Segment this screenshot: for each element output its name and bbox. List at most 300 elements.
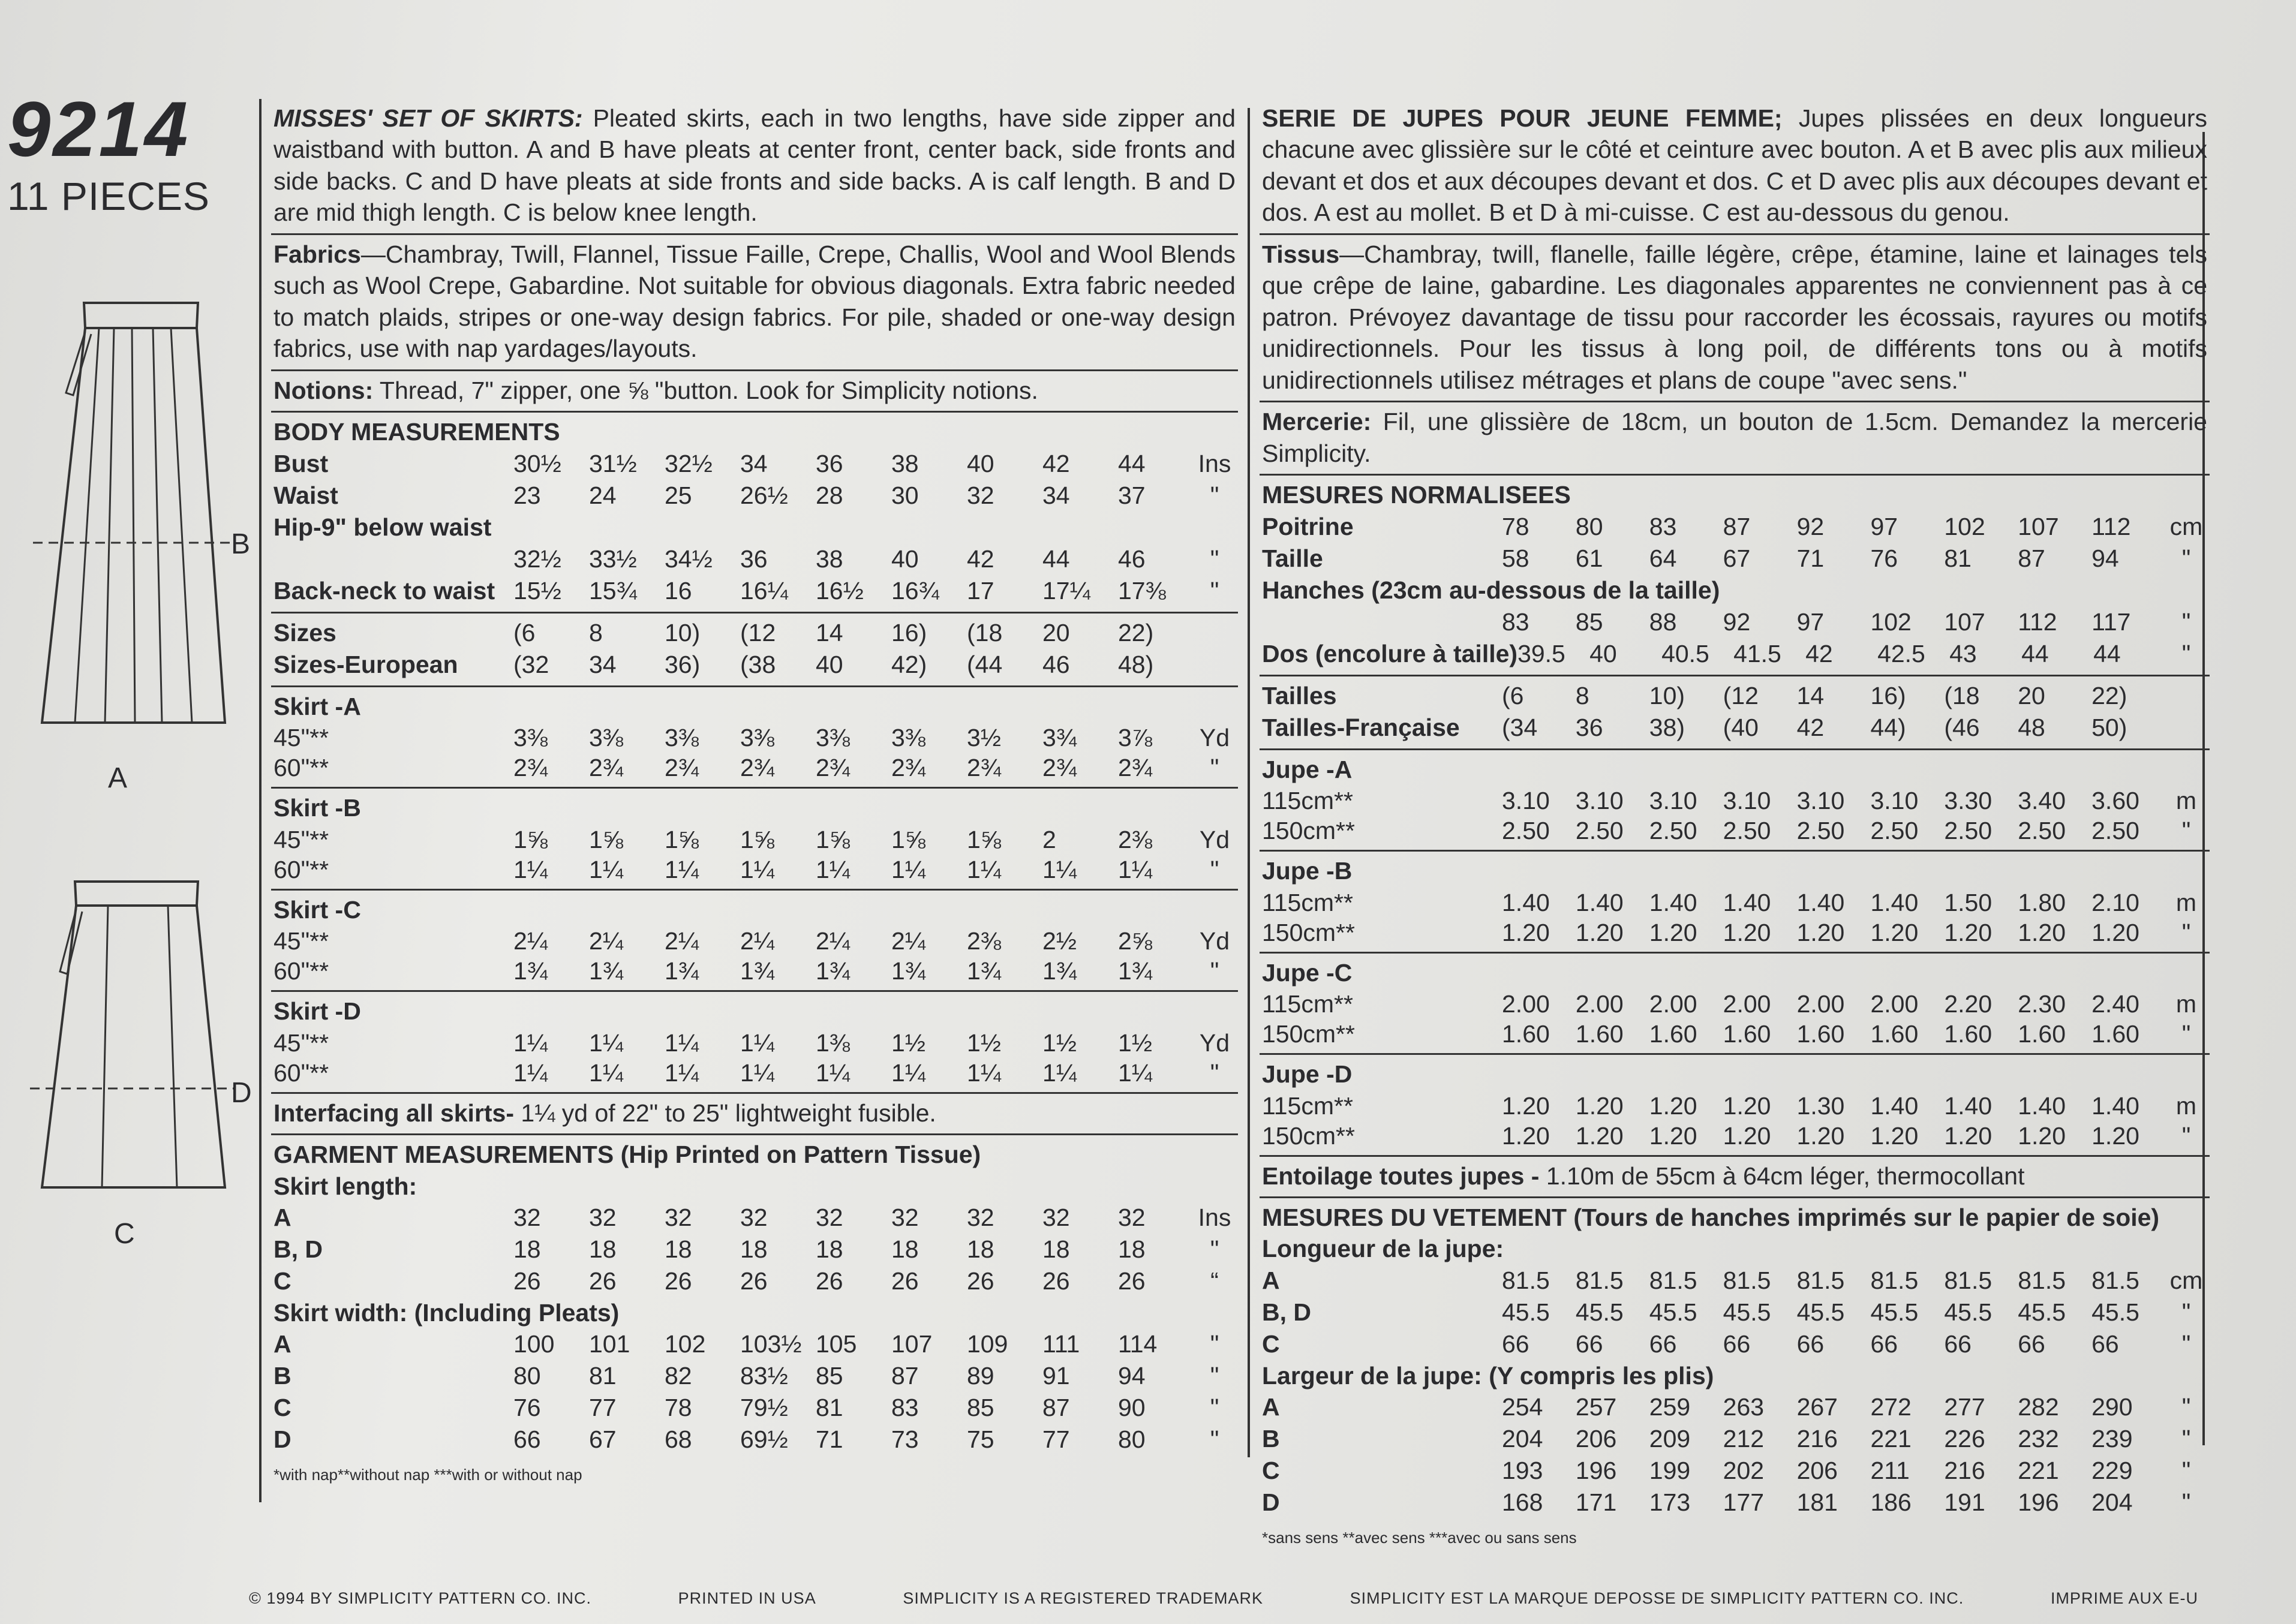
cell-value: 1.20 [1944, 1121, 1993, 1150]
table-row [274, 722, 1236, 752]
cell-value: 30 [891, 481, 919, 509]
cell-value: 8 [1575, 681, 1589, 709]
cell-value: 3.10 [1649, 787, 1697, 815]
cell-value: 1¼ [1118, 855, 1152, 883]
cell-value: (12 [740, 618, 776, 646]
cell-value: 1¾ [967, 957, 1001, 985]
cell-value: 20 [2018, 681, 2045, 709]
cell-value: 1.60 [1944, 1020, 1993, 1048]
cell-value: 1.30 [1796, 1091, 1845, 1120]
cell-value: 97 [1870, 512, 1898, 540]
row-unit: " [2181, 544, 2191, 572]
cell-value: 2¼ [816, 927, 850, 955]
cell-value: 257 [1575, 1393, 1617, 1421]
cell-value: 1¼ [740, 1058, 774, 1087]
width-title-fr: Largeur de la jupe: (Y compris les plis) [1262, 1361, 1714, 1390]
fabrics-en [271, 235, 1238, 371]
cell-value: 16) [1870, 681, 1906, 709]
cell-value: 2⅜ [967, 927, 1001, 955]
cell-value: 193 [1502, 1457, 1543, 1485]
cell-value: 2.50 [1649, 817, 1697, 845]
cell-value: 1.60 [1502, 1020, 1550, 1048]
length-rows-fr [1262, 1265, 2207, 1360]
cell-value: 239 [2091, 1425, 2133, 1453]
cell-value: 1.40 [1649, 888, 1697, 916]
row-unit: " [2181, 1393, 2191, 1421]
cell-value: 216 [1796, 1425, 1838, 1453]
row-values [513, 575, 1194, 606]
cell-value: 221 [1870, 1425, 1912, 1453]
notions-fr [1260, 402, 2210, 476]
cell-value: 111 [1042, 1330, 1080, 1358]
footer-trademark-fr: SIMPLICITY EST LA MARQUE DEPOSSE DE SIMPLICITY PATTERN CO. INC. [1350, 1589, 1964, 1607]
cell-value: 2.00 [1575, 990, 1624, 1018]
row-values [1502, 1328, 2165, 1360]
row-label: Dos (encolure à taille) [1262, 639, 1518, 667]
cell-value: 76 [1870, 544, 1898, 572]
cell-value: 1¼ [665, 1058, 699, 1087]
garment-measurements-fr [1260, 1198, 2210, 1523]
table-row [1262, 1328, 2207, 1360]
yardage-title: Jupe -D [1262, 1060, 1353, 1088]
cell-value: 1¼ [740, 855, 774, 883]
row-values [1502, 887, 2165, 918]
row-values [1517, 638, 2165, 669]
row-values [1502, 1018, 2165, 1049]
cell-value: 3⅜ [589, 724, 623, 752]
cell-value: 32 [665, 1203, 692, 1231]
skirt-cd-technical-drawing [18, 870, 228, 1205]
body-rows-fr [1262, 511, 2207, 670]
fabrics-fr [1260, 235, 2210, 402]
cell-value: 94 [1118, 1362, 1146, 1390]
cell-value: 1¼ [1042, 1058, 1077, 1087]
pattern-header [7, 85, 259, 218]
row-unit: Yd [1199, 927, 1230, 955]
row-unit: " [1210, 576, 1219, 605]
cell-value: 290 [2091, 1393, 2133, 1421]
fabrics-lead-en: Fabrics [274, 240, 361, 268]
cell-value: 85 [1575, 608, 1603, 636]
cell-value: 42 [1796, 713, 1825, 741]
row-label: 115cm** [1262, 888, 1353, 916]
cell-value: 83 [1649, 512, 1677, 540]
cell-value: 94 [2091, 544, 2119, 572]
row-unit: " [1210, 1362, 1219, 1390]
row-values [1502, 1487, 2165, 1518]
cell-value: 2¾ [513, 754, 548, 782]
row-values [1502, 680, 2165, 711]
cell-value: 20 [1042, 618, 1070, 646]
cell-value: 44 [1118, 449, 1146, 477]
cell-value: 44 [2093, 639, 2121, 667]
table-row [274, 1360, 1236, 1392]
row-values [1502, 1423, 2165, 1454]
cell-value: 2.50 [1944, 817, 1993, 845]
cell-value: 277 [1944, 1393, 1985, 1421]
cell-value: 3¾ [1042, 724, 1077, 752]
cell-value: 1.40 [1870, 1091, 1919, 1120]
skirt-ab-technical-drawing [18, 285, 228, 741]
description-lead-fr: SERIE DE JUPES POUR JEUNE FEMME; [1262, 104, 1783, 132]
notions-text-fr: Fil, une glissière de 18cm, un bouton de 1.5cm. Demandez la mercerie Simplicity. [1262, 408, 2207, 467]
cell-value: 1.80 [2018, 888, 2066, 916]
cell-value: 22) [2091, 681, 2127, 709]
cell-value: 2.50 [2091, 817, 2139, 845]
cell-value: 267 [1796, 1393, 1838, 1421]
cell-value: 1¼ [816, 855, 850, 883]
row-label: 60"** [274, 1058, 329, 1087]
cell-value: 1.20 [1649, 1091, 1697, 1120]
cell-value: 32½ [665, 449, 713, 477]
cell-value: 1⅝ [967, 825, 1001, 853]
description-text-en: Pleated skirts, each in two lengths, have side zipper and waistband with button. A and B have pleats at center front, center back, side fronts and side backs. C and D have pleats at side fronts and side backs. A is calf length. B and D are mid thigh length. C is below knee length. [274, 104, 1236, 227]
cell-value: 102 [665, 1330, 706, 1358]
yardage-en [271, 687, 1238, 1094]
cell-value: 1.20 [2018, 918, 2066, 946]
table-row [1262, 1265, 2207, 1297]
cell-value: 79½ [740, 1394, 788, 1422]
row-label: 60"** [274, 855, 329, 883]
cell-value: 1.20 [1870, 918, 1919, 946]
cell-value: 1.40 [1502, 888, 1550, 916]
cell-value: 1.20 [1649, 1121, 1697, 1150]
cell-value: 16 [665, 576, 692, 605]
cell-value: 18 [816, 1235, 843, 1263]
description-lead-en: MISSES' SET OF SKIRTS: [274, 104, 583, 132]
row-unit: " [2181, 1020, 2191, 1048]
left-rule [259, 99, 262, 1502]
yardage-block [271, 687, 1238, 789]
cell-value: 45.5 [2018, 1298, 2066, 1326]
cell-value: 83½ [740, 1362, 788, 1390]
table-row [274, 575, 1236, 607]
row-label: Hanches (23cm au-dessous de la taille) [1262, 576, 1720, 604]
cell-value: 32 [740, 1203, 768, 1231]
interfacing-text-en: 1¼ yd of 22" to 25" lightweight fusible. [514, 1099, 936, 1127]
cell-value: 3½ [967, 724, 1001, 752]
cell-value: 17⅜ [1118, 576, 1166, 605]
cell-value: 1.40 [2091, 1091, 2139, 1120]
cell-value: 1.40 [2018, 1091, 2066, 1120]
cell-value: 3⅜ [513, 724, 548, 752]
view-label-b: B [231, 528, 251, 560]
fabrics-text-fr: —Chambray, twill, flanelle, faille légère, crêpe, étamine, laine et lainages tels que crêpe de laine, gabardine. Les diagonales apparentes ne conviennent pas à ce patron. Prévoyez davantage de tissu pour raccorder les écossais, rayures ou motifs unidirectionnels. Pour les tissus à long poil, de différents tons ou à motifs unidirectionnels utilisez métrages et plans de coupe "avec sens." [1262, 240, 2207, 394]
cell-value: 45.5 [2091, 1298, 2139, 1326]
cell-value: 1½ [891, 1028, 925, 1057]
cell-value: 38) [1649, 713, 1685, 741]
cell-value: (46 [1944, 713, 1980, 741]
table-row [274, 824, 1236, 854]
cell-value: 1.20 [1796, 918, 1845, 946]
cell-value: 90 [1118, 1394, 1146, 1422]
row-unit: " [2181, 1298, 2191, 1326]
table-row [1262, 606, 2207, 638]
table-row [1262, 887, 2207, 917]
cell-value: 1.20 [2091, 918, 2139, 946]
row-unit: " [1210, 1058, 1219, 1087]
cell-value: 34 [589, 650, 617, 678]
cell-value: 1⅝ [740, 825, 774, 853]
cell-value: 18 [589, 1235, 617, 1263]
cell-value: 1.20 [1575, 1091, 1624, 1120]
cell-value: 1¾ [740, 957, 774, 985]
cell-value: 1¼ [891, 1058, 925, 1087]
center-rule [1248, 108, 1250, 1457]
table-row [274, 1392, 1236, 1424]
row-unit: " [1210, 545, 1219, 573]
cell-value: 2.50 [1502, 817, 1550, 845]
row-label: B [1262, 1425, 1280, 1453]
cell-value: 26 [891, 1267, 919, 1295]
cell-value: 1.20 [1870, 1121, 1919, 1150]
cell-value: 32 [891, 1203, 919, 1231]
yardage-block [1260, 1055, 2210, 1156]
row-values [513, 752, 1194, 783]
cell-value: (38 [740, 650, 776, 678]
yardage-title: Jupe -A [1262, 755, 1353, 783]
cell-value: (18 [967, 618, 1003, 646]
cell-value: 2.20 [1944, 990, 1993, 1018]
footer-imprime: IMPRIME AUX E-U [2050, 1589, 2198, 1607]
cell-value: 16½ [816, 576, 864, 605]
table-row [274, 1027, 1236, 1057]
row-label: B [274, 1362, 291, 1390]
cell-value: 2¼ [589, 927, 623, 955]
cell-value: 2.00 [1649, 990, 1697, 1018]
row-values [513, 1424, 1194, 1455]
row-unit: Ins [1198, 449, 1231, 477]
cell-value: 44 [2021, 639, 2049, 667]
cell-value: 14 [1796, 681, 1825, 709]
cell-value: 2¾ [1118, 754, 1152, 782]
row-label: Tailles-Française [1262, 713, 1460, 741]
footer-printed: PRINTED IN USA [678, 1589, 816, 1607]
cell-value: 3.10 [1575, 787, 1624, 815]
cell-value: 32 [1042, 1203, 1070, 1231]
cell-value: 112 [2091, 512, 2131, 540]
cell-value: 32 [967, 1203, 994, 1231]
table-row [1262, 543, 2207, 575]
notions-text-en: Thread, 7" zipper, one ⅝ "button. Look for Simplicity notions. [373, 376, 1038, 404]
cell-value: 81 [816, 1394, 843, 1422]
table-row [274, 1328, 1236, 1360]
cell-value: 18 [740, 1235, 768, 1263]
cell-value: 8 [589, 618, 603, 646]
cell-value: 66 [1649, 1330, 1677, 1358]
cell-value: 48) [1118, 650, 1154, 678]
row-label: Hip-9" below waist [274, 513, 492, 541]
cell-value: 81.5 [2091, 1266, 2139, 1294]
cell-value: 2¾ [967, 754, 1001, 782]
cell-value: 78 [1502, 512, 1529, 540]
notions-en [271, 371, 1238, 413]
row-label: C [274, 1394, 291, 1422]
row-unit: " [2181, 817, 2191, 845]
length-rows-en [274, 1202, 1236, 1297]
cell-value: 83 [891, 1394, 919, 1422]
row-values [513, 617, 1194, 648]
row-unit: “ [1210, 1267, 1219, 1295]
garment-title-fr: MESURES DU VETEMENT (Tours de hanches imprimés sur le papier de soie) [1262, 1203, 2160, 1231]
table-row [1262, 1455, 2207, 1487]
cell-value: 107 [2018, 512, 2059, 540]
cell-value: 100 [513, 1330, 555, 1358]
cell-value: 34 [1042, 481, 1070, 509]
cell-value: 66 [1502, 1330, 1529, 1358]
cell-value: 41.5 [1733, 639, 1781, 667]
cell-value: 87 [2018, 544, 2045, 572]
row-values [1502, 1090, 2165, 1121]
cell-value: 3.30 [1944, 787, 1993, 815]
cell-value: 42.5 [1877, 639, 1925, 667]
cell-value: 26 [967, 1267, 994, 1295]
cell-value: 2.30 [2018, 990, 2066, 1018]
row-values [513, 543, 1194, 575]
cell-value: 1½ [1118, 1028, 1152, 1057]
cell-value: 81.5 [1870, 1266, 1919, 1294]
length-title-fr: Longueur de la jupe: [1262, 1235, 1504, 1263]
cell-value: 177 [1723, 1488, 1765, 1517]
cell-value: 71 [816, 1425, 843, 1454]
cell-value: 50) [2091, 713, 2127, 741]
cell-value: 1.60 [1649, 1020, 1697, 1048]
row-label: Sizes-European [274, 650, 458, 678]
footer-trademark: SIMPLICITY IS A REGISTERED TRADEMARK [903, 1589, 1263, 1607]
cell-value: 10) [1649, 681, 1685, 709]
cell-value: 66 [1575, 1330, 1603, 1358]
row-unit: Yd [1199, 825, 1230, 853]
row-label: B, D [274, 1235, 323, 1263]
row-unit: " [1210, 957, 1219, 985]
row-unit: cm [2169, 1266, 2203, 1294]
row-unit: m [2175, 888, 2197, 916]
row-values [513, 955, 1194, 987]
row-label: 150cm** [1262, 1121, 1355, 1150]
width-rows-en [274, 1328, 1236, 1455]
cell-value: 38 [816, 545, 843, 573]
cell-value: 68 [665, 1425, 692, 1454]
cell-value: 232 [2018, 1425, 2059, 1453]
cell-value: 1.60 [1870, 1020, 1919, 1048]
cell-value: 81.5 [1796, 1266, 1845, 1294]
row-values [513, 1265, 1194, 1297]
cell-value: 2¾ [740, 754, 774, 782]
cell-value: 32 [816, 1203, 843, 1231]
french-column [1260, 99, 2210, 1553]
row-label: Sizes [274, 618, 336, 646]
cell-value: 66 [2018, 1330, 2045, 1358]
row-values [513, 824, 1194, 855]
cell-value: 2¾ [891, 754, 925, 782]
cell-value: 81 [1944, 544, 1972, 572]
cell-value: 117 [2091, 608, 2131, 636]
yardage-block [1260, 750, 2210, 852]
cell-value: 2¾ [589, 754, 623, 782]
table-row [274, 543, 1236, 575]
table-row [274, 955, 1236, 985]
row-label: A [274, 1330, 291, 1358]
cell-value: 66 [2091, 1330, 2119, 1358]
row-unit: Yd [1199, 724, 1230, 752]
cell-value: 1.40 [1575, 888, 1624, 916]
cell-value: 18 [513, 1235, 541, 1263]
cell-value: 216 [1944, 1457, 1985, 1485]
row-unit: " [1210, 855, 1219, 883]
cell-value: 26 [589, 1267, 617, 1295]
table-row [1262, 785, 2207, 815]
cell-value: 2 [1042, 825, 1056, 853]
cell-value: 1⅝ [665, 825, 699, 853]
cell-value: 259 [1649, 1393, 1691, 1421]
cell-value: (6 [1502, 681, 1524, 709]
cell-value: 204 [1502, 1425, 1543, 1453]
table-row [274, 448, 1236, 480]
row-values [513, 1202, 1194, 1233]
cell-value: 38 [891, 449, 919, 477]
table-row [1262, 1487, 2207, 1518]
cell-value: 1¼ [967, 1058, 1001, 1087]
table-row [1262, 1120, 2207, 1150]
cell-value: 16¾ [891, 576, 939, 605]
cell-value: 44 [1042, 545, 1070, 573]
cell-value: (32 [513, 650, 549, 678]
row-label: Waist [274, 481, 338, 509]
cell-value: 1.20 [1723, 1091, 1771, 1120]
cell-value: 26½ [740, 481, 788, 509]
table-row [274, 752, 1236, 782]
cell-value: 80 [513, 1362, 541, 1390]
row-unit: " [1210, 1235, 1219, 1263]
cell-value: 103½ [740, 1330, 802, 1358]
row-values [1502, 1120, 2165, 1151]
description-text-fr: Jupes plissées en deux longueurs chacune avec glissière sur le côté et ceinture avec bouton. A et B avec plis aux milieux devant et dos et aux découpes devant et dos. C et D avec plis aux découpes devant et dos. A est au mollet. B et D à mi-cuisse. C est au-dessous du genou. [1262, 104, 2207, 227]
table-row [1262, 1391, 2207, 1423]
footer [249, 1589, 2198, 1608]
row-unit: " [1210, 1330, 1219, 1358]
cell-value: 45.5 [1502, 1298, 1550, 1326]
row-values [513, 1328, 1194, 1360]
cell-value: 66 [513, 1425, 541, 1454]
cell-value: 105 [816, 1330, 857, 1358]
width-title-en: Skirt width: (Including Pleats) [274, 1298, 620, 1327]
table-row [274, 1234, 1236, 1265]
cell-value: 80 [1118, 1425, 1146, 1454]
cell-value: 36 [740, 545, 768, 573]
cell-value: 1¼ [513, 1028, 548, 1057]
row-label: D [1262, 1488, 1280, 1517]
cell-value: 24 [589, 481, 617, 509]
cell-value: 26 [513, 1267, 541, 1295]
cell-value: 81 [589, 1362, 617, 1390]
row-unit: " [2181, 608, 2191, 636]
row-label: Taille [1262, 544, 1323, 572]
cell-value: 32 [967, 481, 994, 509]
cell-value: 1.50 [1944, 888, 1993, 916]
row-label: 60"** [274, 754, 329, 782]
cell-value: 3⅜ [665, 724, 699, 752]
row-values [1502, 1455, 2165, 1486]
cell-value: 40 [891, 545, 919, 573]
table-row [1262, 1018, 2207, 1048]
row-label: A [1262, 1393, 1280, 1421]
table-row [1262, 1297, 2207, 1328]
cell-value: 107 [891, 1330, 933, 1358]
cell-value: 101 [589, 1330, 630, 1358]
cell-value: 45.5 [1944, 1298, 1993, 1326]
row-unit: " [1210, 481, 1219, 509]
cell-value: 46 [1042, 650, 1070, 678]
